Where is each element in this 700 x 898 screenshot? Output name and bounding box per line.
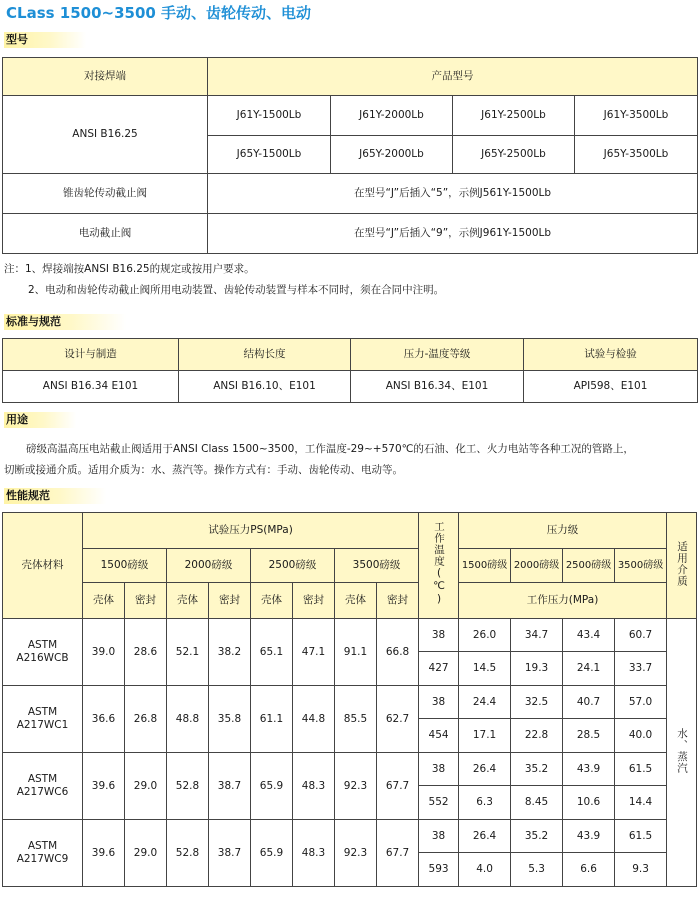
working-pressure-value: 61.5 <box>615 753 667 786</box>
material-cell <box>3 753 83 820</box>
model-cell: J61Y-3500Lb <box>575 96 698 136</box>
material-line: ASTM <box>27 840 58 852</box>
model-cell: J65Y-2500Lb <box>453 136 575 174</box>
model-cell: J61Y-2500Lb <box>453 96 575 136</box>
standards-header: 结构长度 <box>179 339 351 371</box>
note-2: 2、电动和齿轮传动截止阀所用电动装置、齿轮传动装置与样本不同时，须在合同中注明。 <box>28 284 445 296</box>
temperature-value: 593 <box>419 853 459 887</box>
standards-value: ANSI B16.10、E101 <box>179 371 351 403</box>
test-class-1500: 1500磅级 <box>83 549 167 583</box>
test-pressure-value: 52.8 <box>167 820 209 887</box>
shell-label: 壳体 <box>167 583 209 619</box>
temperature-header: 工作温度(℃) <box>433 521 446 606</box>
working-pressure-value: 43.9 <box>563 820 615 853</box>
medium-value: 水、蒸汽 <box>676 727 689 774</box>
page-title: CLass 1500~3500 手动、齿轮传动、电动 <box>6 4 312 22</box>
table-row <box>3 820 697 853</box>
working-pressure-value: 17.1 <box>459 719 511 753</box>
model-gear-valve-note: 在型号“J”后插入“5”，示例J561Y-1500Lb <box>208 174 698 214</box>
test-pressure-value: 39.0 <box>83 619 125 686</box>
test-pressure-value: 62.7 <box>377 686 419 753</box>
test-pressure-value: 48.8 <box>167 686 209 753</box>
test-class-2000: 2000磅级 <box>167 549 251 583</box>
working-pressure-value: 22.8 <box>511 719 563 753</box>
test-pressure-value: 36.6 <box>83 686 125 753</box>
test-pressure-value: 67.7 <box>377 820 419 887</box>
working-pressure-value: 28.5 <box>563 719 615 753</box>
wp-class-1500: 1500磅级 <box>459 549 511 583</box>
usage-line-1: 磅级高温高压电站截止阀适用于ANSI Class 1500~3500，工作温度-29~+570℃的石油、化工、火力电站等各种工况的管路上， <box>26 443 634 455</box>
temperature-value: 38 <box>419 820 459 853</box>
shell-label: 壳体 <box>335 583 377 619</box>
wp-class-2500: 2500磅级 <box>563 549 615 583</box>
working-pressure-value: 9.3 <box>615 853 667 887</box>
section-heading-standards: 标准与规范 <box>4 314 126 330</box>
working-pressure-value: 32.5 <box>511 686 563 719</box>
shell-label: 壳体 <box>251 583 293 619</box>
test-pressure-value: 52.1 <box>167 619 209 686</box>
model-gear-valve-label: 锥齿轮传动截止阀 <box>3 174 208 214</box>
medium-cell <box>667 619 697 887</box>
test-pressure-value: 92.3 <box>335 820 377 887</box>
test-pressure-value: 52.8 <box>167 753 209 820</box>
test-pressure-value: 92.3 <box>335 753 377 820</box>
working-pressure-value: 60.7 <box>615 619 667 652</box>
test-pressure-value: 65.9 <box>251 753 293 820</box>
working-pressure-value: 26.4 <box>459 820 511 853</box>
table-row <box>3 753 697 786</box>
standards-value: ANSI B16.34、E101 <box>351 371 524 403</box>
test-pressure-value: 61.1 <box>251 686 293 753</box>
test-pressure-value: 66.8 <box>377 619 419 686</box>
working-pressure-value: 43.9 <box>563 753 615 786</box>
working-pressure-value: 57.0 <box>615 686 667 719</box>
usage-line-2: 切断或接通介质。适用介质为：水、蒸汽等。操作方式有：手动、齿轮传动、电动等。 <box>4 464 403 476</box>
working-pressure-value: 19.3 <box>511 652 563 686</box>
working-pressure-value: 14.5 <box>459 652 511 686</box>
seal-label: 密封 <box>125 583 167 619</box>
test-pressure-value: 91.1 <box>335 619 377 686</box>
test-pressure-value: 48.3 <box>293 820 335 887</box>
pressure-class-header: 压力级 <box>459 513 667 549</box>
working-pressure-value: 26.4 <box>459 753 511 786</box>
model-cell: J65Y-2000Lb <box>331 136 453 174</box>
temperature-value: 38 <box>419 753 459 786</box>
material-line: ASTM <box>27 706 58 718</box>
seal-label: 密封 <box>209 583 251 619</box>
material-cell <box>3 820 83 887</box>
test-pressure-value: 47.1 <box>293 619 335 686</box>
table-row <box>3 686 697 719</box>
working-pressure-header: 工作压力(MPa) <box>459 583 667 619</box>
model-electric-valve-note: 在型号“J”后插入“9”，示例J961Y-1500Lb <box>208 214 698 254</box>
test-pressure-value: 65.9 <box>251 820 293 887</box>
test-pressure-value: 85.5 <box>335 686 377 753</box>
test-pressure-value: 26.8 <box>125 686 167 753</box>
material-line: A217WC9 <box>16 853 69 865</box>
working-pressure-value: 26.0 <box>459 619 511 652</box>
section-heading-usage: 用途 <box>4 412 76 428</box>
temperature-header-cell <box>419 513 459 619</box>
temperature-value: 38 <box>419 686 459 719</box>
model-table <box>2 57 698 254</box>
performance-table <box>2 512 697 887</box>
standards-header: 设计与制造 <box>3 339 179 371</box>
test-pressure-value: 29.0 <box>125 820 167 887</box>
shell-label: 壳体 <box>83 583 125 619</box>
working-pressure-value: 14.4 <box>615 786 667 820</box>
section-heading-performance: 性能规范 <box>4 488 106 504</box>
working-pressure-value: 5.3 <box>511 853 563 887</box>
test-pressure-value: 38.2 <box>209 619 251 686</box>
working-pressure-value: 35.2 <box>511 753 563 786</box>
test-pressure-value: 44.8 <box>293 686 335 753</box>
model-cell: J65Y-3500Lb <box>575 136 698 174</box>
section-heading-model: 型号 <box>4 32 86 48</box>
working-pressure-value: 6.6 <box>563 853 615 887</box>
test-pressure-value: 65.1 <box>251 619 293 686</box>
standards-value: ANSI B16.34 E101 <box>3 371 179 403</box>
working-pressure-value: 24.4 <box>459 686 511 719</box>
material-line: ASTM <box>27 639 58 651</box>
test-class-2500: 2500磅级 <box>251 549 335 583</box>
working-pressure-value: 10.6 <box>563 786 615 820</box>
material-cell <box>3 619 83 686</box>
test-pressure-value: 28.6 <box>125 619 167 686</box>
working-pressure-value: 40.7 <box>563 686 615 719</box>
test-pressure-value: 67.7 <box>377 753 419 820</box>
material-header: 壳体材料 <box>3 513 83 619</box>
model-header-weld-end: 对接焊端 <box>3 58 208 96</box>
temperature-value: 454 <box>419 719 459 753</box>
medium-header-cell <box>667 513 697 619</box>
working-pressure-value: 34.7 <box>511 619 563 652</box>
working-pressure-value: 24.1 <box>563 652 615 686</box>
material-cell <box>3 686 83 753</box>
model-cell: J61Y-2000Lb <box>331 96 453 136</box>
test-pressure-value: 39.6 <box>83 820 125 887</box>
working-pressure-value: 35.2 <box>511 820 563 853</box>
model-cell: J61Y-1500Lb <box>208 96 331 136</box>
test-pressure-value: 39.6 <box>83 753 125 820</box>
material-line: A217WC1 <box>16 719 69 731</box>
test-pressure-value: 29.0 <box>125 753 167 820</box>
model-ansi-label: ANSI B16.25 <box>3 96 208 174</box>
temperature-value: 38 <box>419 619 459 652</box>
working-pressure-value: 61.5 <box>615 820 667 853</box>
working-pressure-value: 43.4 <box>563 619 615 652</box>
standards-header: 压力-温度等级 <box>351 339 524 371</box>
material-line: A216WCB <box>16 652 69 664</box>
medium-header: 适用介质 <box>676 540 689 587</box>
seal-label: 密封 <box>293 583 335 619</box>
working-pressure-value: 4.0 <box>459 853 511 887</box>
standards-header: 试验与检验 <box>524 339 698 371</box>
material-line: A217WC6 <box>16 786 69 798</box>
working-pressure-value: 33.7 <box>615 652 667 686</box>
model-cell: J65Y-1500Lb <box>208 136 331 174</box>
model-electric-valve-label: 电动截止阀 <box>3 214 208 254</box>
standards-value: API598、E101 <box>524 371 698 403</box>
temperature-value: 552 <box>419 786 459 820</box>
wp-class-2000: 2000磅级 <box>511 549 563 583</box>
temperature-value: 427 <box>419 652 459 686</box>
test-pressure-header: 试验压力PS(MPa) <box>83 513 419 549</box>
working-pressure-value: 6.3 <box>459 786 511 820</box>
standards-table <box>2 338 698 403</box>
working-pressure-value: 40.0 <box>615 719 667 753</box>
model-header-product-model: 产品型号 <box>208 58 698 96</box>
test-pressure-value: 48.3 <box>293 753 335 820</box>
note-1: 注：1、焊接端按ANSI B16.25的规定或按用户要求。 <box>4 263 255 275</box>
test-pressure-value: 38.7 <box>209 753 251 820</box>
working-pressure-value: 8.45 <box>511 786 563 820</box>
test-pressure-value: 35.8 <box>209 686 251 753</box>
wp-class-3500: 3500磅级 <box>615 549 667 583</box>
table-row <box>3 619 697 652</box>
test-pressure-value: 38.7 <box>209 820 251 887</box>
material-line: ASTM <box>27 773 58 785</box>
test-class-3500: 3500磅级 <box>335 549 419 583</box>
seal-label: 密封 <box>377 583 419 619</box>
